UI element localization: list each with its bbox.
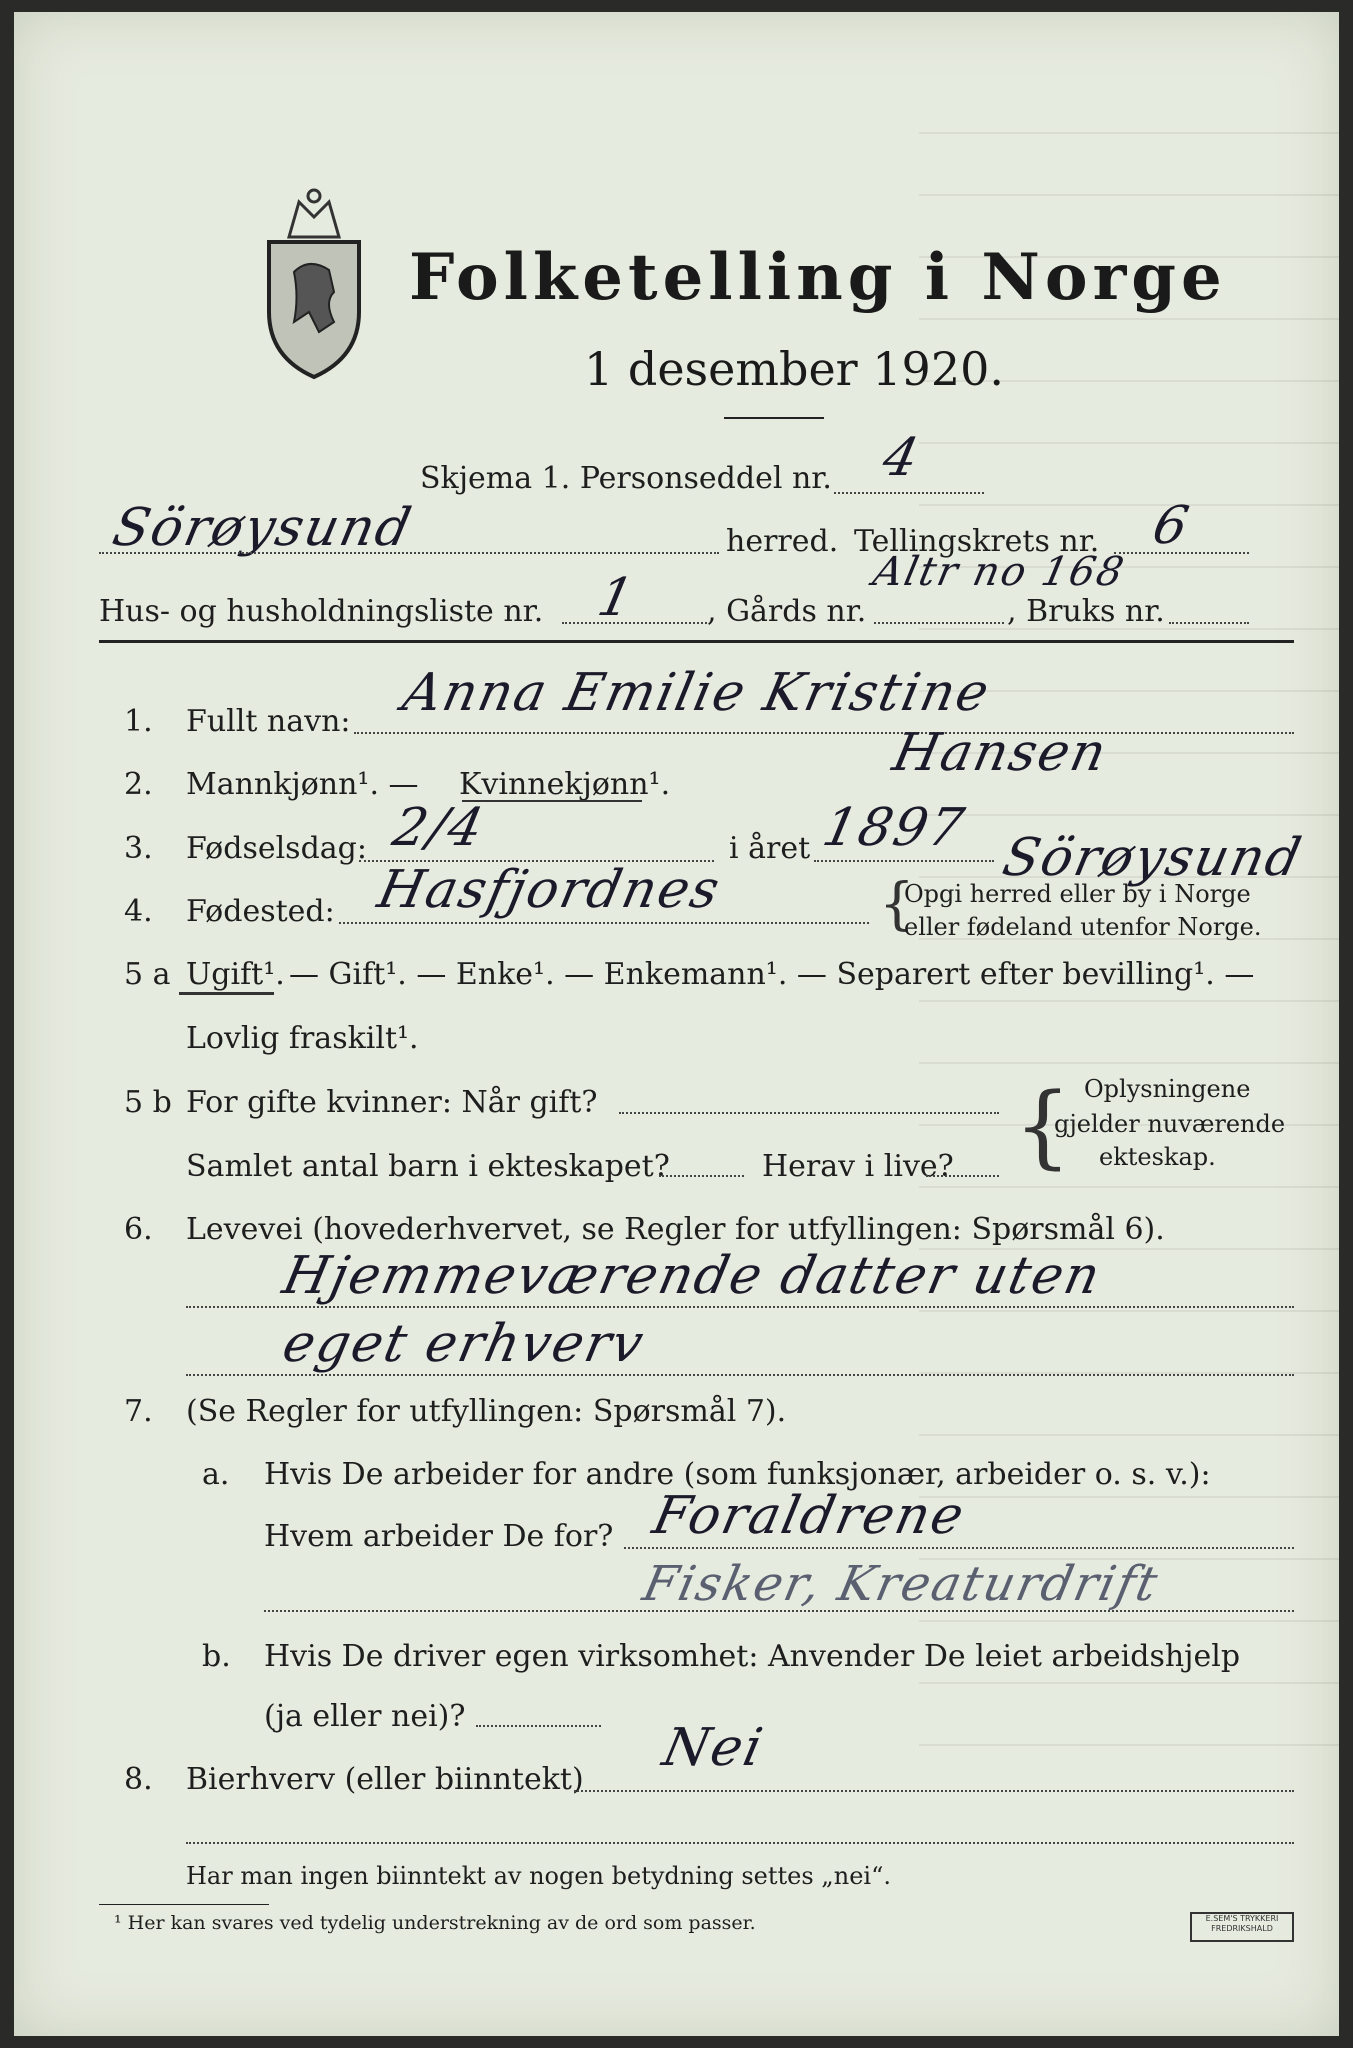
q4-brace: { [879, 872, 915, 937]
herred-label: herred. [726, 524, 839, 559]
q5b-married-label: For gifte kvinner: Når gift? [186, 1085, 598, 1120]
footer-note: Har man ingen biinntekt av nogen betydning settes „nei“. [186, 1862, 891, 1890]
q3-label: Fødselsdag: [186, 831, 367, 866]
q4-note-line2: eller fødeland utenfor Norge. [904, 913, 1262, 941]
form-title: Folketelling i Norge [409, 240, 1227, 315]
schema-number[interactable]: 4 [877, 428, 926, 488]
q5b-note-line2: gjelder nuværende [1054, 1110, 1286, 1138]
q3-year[interactable]: 1897 [817, 798, 971, 858]
q5b-note-line3: ekteskap. [1099, 1143, 1216, 1171]
q8-answer[interactable]: Nei [657, 1718, 770, 1778]
q5b-alive-line [926, 1175, 999, 1177]
q8-label: Bierhverv (eller biinntekt) [186, 1762, 584, 1797]
q5b-married-line [619, 1112, 999, 1114]
q7a-occupation-note[interactable]: Fisker, Kreaturdrift [638, 1556, 1164, 1612]
q5a-ugift-option[interactable]: Ugift¹. [186, 957, 285, 992]
q3-year-label: i året [729, 831, 811, 866]
q5b-alive-label: Herav i live? [762, 1149, 954, 1184]
q5b-note-line1: Oplysningene [1084, 1075, 1251, 1103]
q1-answer-surname[interactable]: Hansen [887, 723, 1114, 783]
q3-place-note[interactable]: Sörøysund [997, 828, 1308, 888]
q7-label: (Se Regler for utfyllingen: Spørsmål 7). [186, 1394, 787, 1429]
q7a-employer-line [624, 1547, 1294, 1549]
hus-line [562, 622, 707, 624]
q6-line1 [186, 1306, 1294, 1308]
krets-value[interactable]: 6 [1147, 496, 1196, 556]
q5b-children-label: Samlet antal barn i ekteskapet? [186, 1149, 670, 1184]
bruks-line [1169, 622, 1249, 624]
q7a-extra-line [264, 1610, 1294, 1612]
q8-extra-line [186, 1842, 1294, 1844]
footnote-rule [99, 1904, 269, 1905]
q6-line2 [186, 1374, 1294, 1376]
q5b-brace: { [1014, 1074, 1072, 1179]
q4-line [339, 922, 869, 924]
q5a-number: 5 a [124, 957, 171, 992]
census-date: 1 desember 1920. [584, 342, 1004, 396]
herred-line [99, 552, 719, 554]
q1-answer-first-names[interactable]: Anna Emilie Kristine [397, 663, 996, 723]
q6-answer-line1[interactable]: Hjemmeværende datter uten [277, 1246, 1107, 1306]
q8-number: 8. [124, 1762, 153, 1797]
hus-value[interactable]: 1 [592, 568, 641, 628]
census-form [14, 12, 1339, 2036]
q6-number: 6. [124, 1212, 153, 1247]
q2-number: 2. [124, 767, 153, 802]
q1-label: Fullt navn: [186, 704, 351, 739]
q7b-line2: (ja eller nei)? [264, 1699, 466, 1734]
gards-line [874, 622, 1004, 624]
q7b-line1: Hvis De driver egen virksomhet: Anvender De leiet arbeidshjelp [264, 1639, 1241, 1674]
q5b-children-line [659, 1175, 744, 1177]
footnote: ¹ Her kan svares ved tydelig understrekning av de ord som passer. [114, 1912, 756, 1934]
q6-answer-line2[interactable]: eget erhverv [277, 1314, 651, 1374]
title-divider [724, 417, 824, 419]
q5a-ugift-underline [179, 992, 274, 995]
q1-line [354, 732, 1294, 734]
q5a-divorced-option[interactable]: Lovlig fraskilt¹. [186, 1021, 419, 1056]
q4-note-line1: Opgi herred eller by i Norge [904, 880, 1251, 908]
q7-number: 7. [124, 1394, 153, 1429]
q1-number: 1. [124, 704, 153, 739]
bruks-label: , Bruks nr. [1007, 594, 1165, 629]
q4-birthplace[interactable]: Hasfjordnes [372, 860, 727, 920]
q3-year-line [814, 860, 994, 862]
q3-number: 3. [124, 831, 153, 866]
schema-label: Skjema 1. Personseddel nr. [420, 461, 832, 496]
q7b-answer-line [476, 1725, 601, 1727]
q7a-line1: Hvis De arbeider for andre (som funksjonær, arbeider o. s. v.): [264, 1457, 1211, 1492]
norway-coat-of-arms-icon [249, 182, 379, 382]
printer-stamp: E.SEM'S TRYKKERI FREDRIKSHALD [1190, 1912, 1294, 1942]
q4-label: Fødested: [186, 894, 335, 929]
q7a-letter: a. [202, 1457, 230, 1492]
krets-label: Tellingskrets nr. [854, 524, 1100, 559]
schema-number-line [834, 492, 984, 494]
q5a-other-options[interactable]: — Gift¹. — Enke¹. — Enkemann¹. — Separert efter bevilling¹. — [289, 957, 1255, 992]
q4-number: 4. [124, 894, 153, 929]
q8-line [574, 1790, 1294, 1792]
q3-birthdate[interactable]: 2/4 [387, 798, 491, 858]
q6-label: Levevei (hovederhvervet, se Regler for utfyllingen: Spørsmål 6). [186, 1212, 1165, 1247]
q2-female-option[interactable]: Kvinnekjønn¹. [459, 767, 671, 802]
gards-label: , Gårds nr. [707, 594, 867, 629]
q2-male-option[interactable]: Mannkjønn¹. — [186, 767, 419, 802]
q7a-line2: Hvem arbeider De for? [264, 1519, 614, 1554]
herred-value[interactable]: Sörøysund [107, 498, 418, 558]
gards-note[interactable]: Altr no 168 [869, 549, 1130, 595]
section-divider [99, 640, 1294, 643]
q7b-letter: b. [202, 1639, 231, 1674]
hus-label: Hus- og husholdningsliste nr. [99, 594, 544, 629]
q7a-employer[interactable]: Foraldrene [647, 1486, 971, 1546]
q5b-number: 5 b [124, 1085, 172, 1120]
